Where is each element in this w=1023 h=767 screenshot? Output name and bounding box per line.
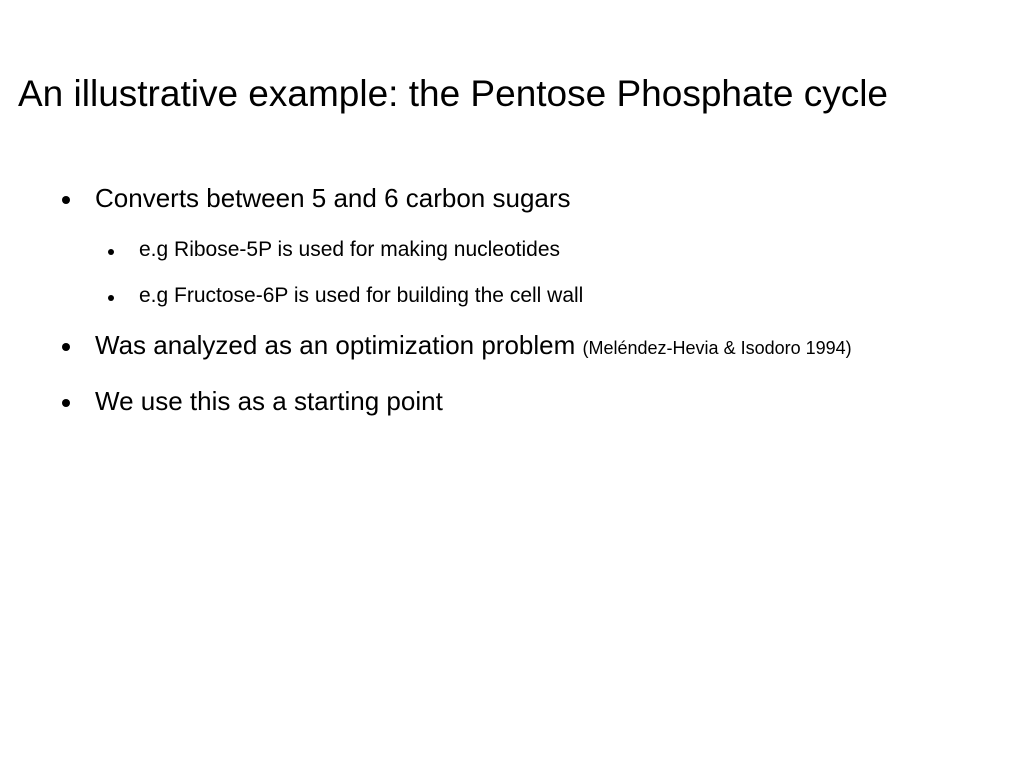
bullet-dot: [62, 399, 70, 407]
sub-bullet-text: e.g Fructose-6P is used for building the cell wall: [139, 284, 584, 307]
citation: (Meléndez-Hevia & Isodoro 1994): [582, 338, 852, 358]
sub-bullet-fructose: [139, 282, 583, 310]
bullet-text: Was analyzed as an optimization problem: [95, 330, 576, 360]
bullet-text: We use this as a starting point: [95, 386, 443, 416]
bullet-converts-sugars: [95, 181, 571, 215]
sub-bullet-dot: [108, 249, 114, 255]
bullet-text: Converts between 5 and 6 carbon sugars: [95, 183, 571, 213]
bullet-dot: [62, 196, 70, 204]
sub-bullet-dot: [108, 295, 114, 301]
sub-bullet-text: e.g Ribose-5P is used for making nucleotides: [139, 238, 561, 261]
sub-bullet-ribose: [139, 236, 560, 264]
bullet-starting-point: [95, 384, 443, 418]
bullet-dot: [62, 343, 70, 351]
slide-title: An illustrative example: the Pentose Phosphate cycle: [18, 73, 888, 114]
bullet-optimization-problem: [95, 328, 852, 365]
